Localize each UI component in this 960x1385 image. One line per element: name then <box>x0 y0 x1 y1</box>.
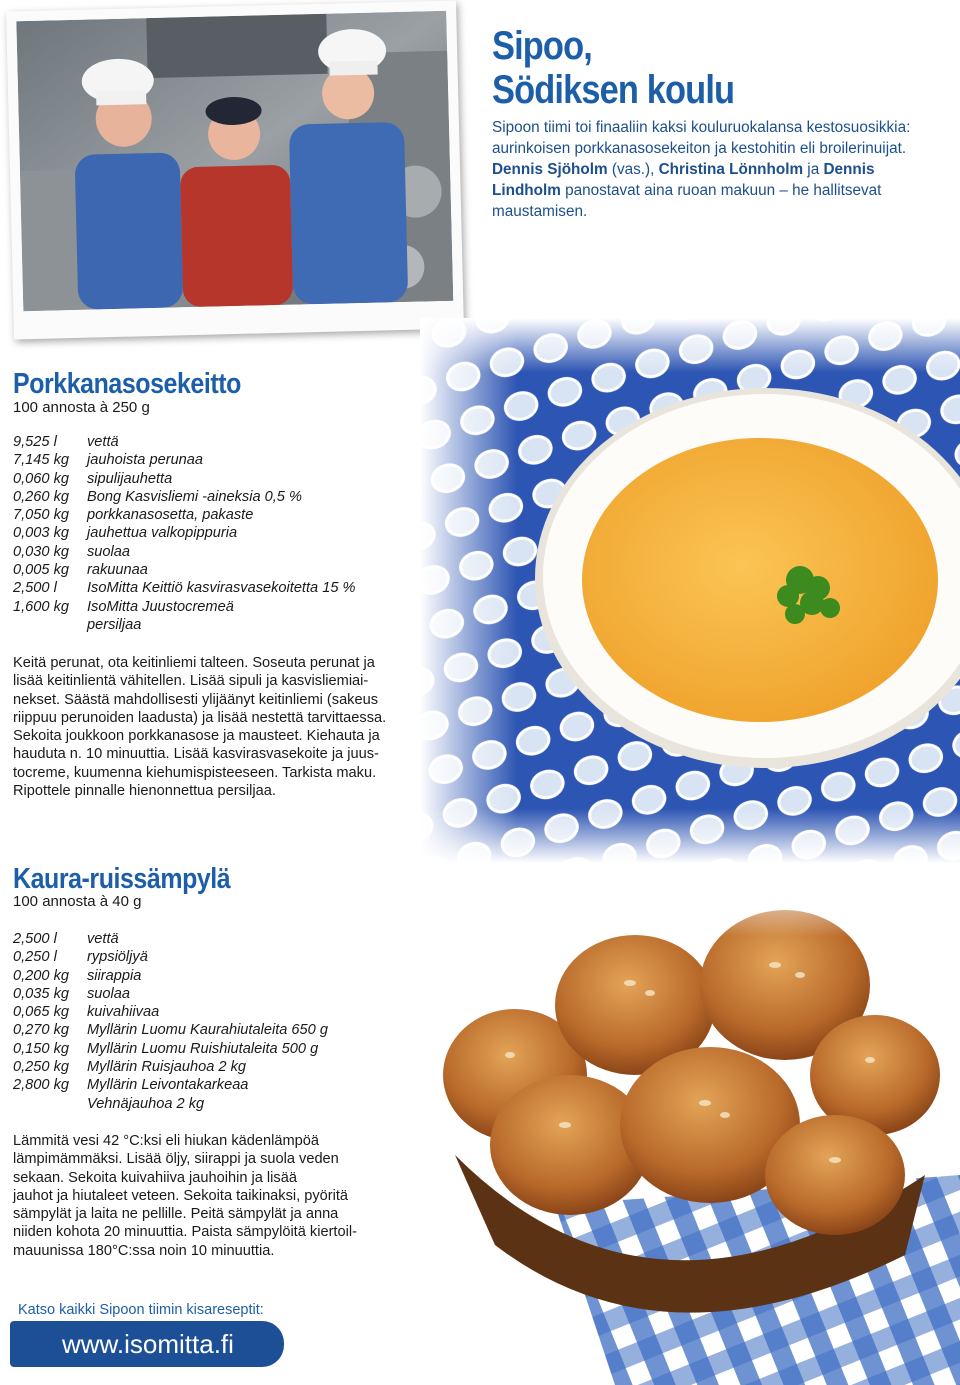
ingredient-amount: 0,005 kg <box>13 562 69 579</box>
ingredient-name: jauhettua valkopippuria <box>87 525 238 542</box>
ingredient-row <box>13 524 433 542</box>
ingredient-row <box>13 616 433 634</box>
ingredient-row <box>13 930 433 948</box>
ingredient-amount: 0,003 kg <box>13 525 69 542</box>
method-line: sekaan. Sekoita kuivahiiva jauhoihin ja lisää <box>13 1169 297 1186</box>
ingredient-amount: 0,030 kg <box>13 543 69 560</box>
ingredient-row <box>13 543 433 561</box>
ingredient-name: vettä <box>87 931 119 947</box>
intro-name: Dennis Lindholm <box>492 161 875 199</box>
ingredient-amount: 1,600 kg <box>13 598 69 615</box>
ingredient-row <box>13 1095 433 1113</box>
method-line: hauduta n. 10 minuuttia. Lisää kasvirasvasekoite ja juus- <box>13 746 379 763</box>
ingredient-row <box>13 579 433 597</box>
website-link[interactable]: www.isomitta.fi <box>10 1321 284 1367</box>
ingredient-amount <box>13 616 87 634</box>
ingredient-amount: 7,145 kg <box>13 452 69 469</box>
intro-name: Christina Lönnholm <box>658 161 804 178</box>
ingredient-name: IsoMitta Keittiö kasvirasvasekoitetta 15 % <box>87 580 356 597</box>
ingredient-amount: 2,500 l <box>13 931 57 947</box>
method-line: lämpimämmäksi. Lisää öljy, siirappi ja suola veden <box>13 1151 339 1168</box>
soup-method <box>13 654 398 800</box>
intro-text: (vas.), <box>607 161 659 178</box>
method-line: jauhot ja hiutaleet veteen. Sekoita taikinaksi, pyöritä <box>13 1187 349 1204</box>
ingredient-row <box>13 1003 433 1021</box>
ingredient-amount: 7,050 kg <box>13 507 69 524</box>
method-line: riippuu perunoiden laadusta) ja lisää nestettä tarvittaessa. <box>13 709 387 726</box>
bread-ingredient-list <box>13 930 433 1113</box>
ingredient-row <box>13 488 433 506</box>
ingredient-row <box>13 433 433 451</box>
ingredient-name: rypsiöljyä <box>87 949 148 966</box>
soup-recipe-title: Porkkanasosekeitto <box>13 368 241 400</box>
method-line: niiden kohota 20 minuuttia. Paista sämpylöitä kiertoil- <box>13 1224 357 1241</box>
ingredient-name: sipulijauhetta <box>87 470 173 487</box>
ingredient-row <box>13 985 433 1003</box>
ingredient-amount <box>13 1095 87 1113</box>
ingredient-name: IsoMitta Juustocremeä <box>87 598 234 615</box>
ingredient-name: Myllärin Leivontakarkeaa <box>87 1077 249 1094</box>
ingredient-row <box>13 470 433 488</box>
ingredient-row <box>13 1058 433 1076</box>
ingredient-row <box>13 1021 433 1039</box>
school-title-line1: Sipoo, <box>492 24 592 68</box>
method-line: tocreme, kuumenna kiehumispisteeseen. Tarkista maku. <box>13 764 377 781</box>
bread-photo <box>405 875 960 1385</box>
footer-label: Katso kaikki Sipoon tiimin kisareseptit: <box>18 1302 264 1318</box>
ingredient-amount: 2,800 kg <box>13 1077 69 1094</box>
ingredient-amount: 0,200 kg <box>13 967 69 984</box>
ingredient-row <box>13 451 433 469</box>
soup-ingredient-list <box>13 433 433 634</box>
method-line: mauunissa 180°C:ssa noin 10 minuuttia. <box>13 1242 275 1259</box>
ingredient-row <box>13 1040 433 1058</box>
team-photo <box>6 1 464 340</box>
bread-serving-size: 100 annosta à 40 g <box>13 893 142 910</box>
ingredient-name: vettä <box>87 434 119 450</box>
ingredient-row <box>13 1076 433 1094</box>
ingredient-row <box>13 967 433 985</box>
ingredient-row <box>13 948 433 966</box>
ingredient-amount: 2,500 l <box>13 580 57 597</box>
ingredient-amount: 0,250 kg <box>13 1059 69 1076</box>
intro-text: ja <box>803 161 824 178</box>
soup-serving-size: 100 annosta à 250 g <box>13 399 150 416</box>
method-line: sämpylät ja laita ne pellille. Peitä sämpylät ja anna <box>13 1206 339 1223</box>
ingredient-name: rakuunaa <box>87 562 148 579</box>
method-line: lisää keitinlientä vähitellen. Lisää sipuli ja kasvisliemiai- <box>13 673 369 690</box>
method-line: Sekoita joukkoon porkkanasose ja mausteet. Kiehauta ja <box>13 728 380 745</box>
ingredient-amount: 0,035 kg <box>13 985 69 1002</box>
bread-method <box>13 1132 408 1260</box>
ingredient-name: porkkanasosetta, pakaste <box>87 507 254 524</box>
school-title <box>492 24 870 112</box>
ingredient-name: Myllärin Luomu Ruishiutaleita 500 g <box>87 1040 319 1057</box>
ingredient-amount: 0,270 kg <box>13 1022 69 1039</box>
intro-paragraph <box>492 117 922 222</box>
method-line: Lämmitä vesi 42 °C:ksi eli hiukan kädenlämpöä <box>13 1133 319 1149</box>
method-line: Ripottele pinnalle hienonnettua persiljaa. <box>13 783 276 800</box>
ingredient-amount: 0,150 kg <box>13 1040 69 1057</box>
ingredient-name: siirappia <box>87 967 142 984</box>
intro-text: Sipoon tiimi toi finaaliin kaksi kouluruokalansa kestosuosikkia: aurinkoisen porkkanasosekeiton ja kestohitin eli broilerinuijat. <box>492 119 911 157</box>
ingredient-name: suolaa <box>87 543 131 560</box>
ingredient-name: kuivahiivaa <box>87 1004 160 1021</box>
ingredient-row <box>13 506 433 524</box>
team-photo-image <box>16 11 453 311</box>
ingredient-name: Vehnäjauhoa 2 kg <box>87 1095 205 1112</box>
ingredient-name: suolaa <box>87 985 131 1002</box>
method-line: nekset. Säästä mahdollisesti ylijäänyt keitinliemi (sakeus <box>13 691 379 708</box>
intro-name: Dennis Sjöholm <box>492 161 608 178</box>
ingredient-row <box>13 561 433 579</box>
ingredient-name: Bong Kasvisliemi -aineksia 0,5 % <box>87 488 302 505</box>
ingredient-amount: 0,060 kg <box>13 470 69 487</box>
school-title-line2: Södiksen koulu <box>492 68 735 112</box>
ingredient-amount: 0,260 kg <box>13 488 69 505</box>
ingredient-name: Myllärin Ruisjauhoa 2 kg <box>87 1059 246 1076</box>
ingredient-name: persiljaa <box>87 616 142 633</box>
intro-text: panostavat aina ruoan makuun – he hallitsevat maustamisen. <box>492 182 882 220</box>
ingredient-amount: 0,065 kg <box>13 1004 69 1021</box>
bread-recipe-title: Kaura-ruissämpylä <box>13 863 231 895</box>
ingredient-amount: 0,250 l <box>13 949 57 966</box>
method-line: Keitä perunat, ota keitinliemi talteen. Soseuta perunat ja <box>13 655 375 671</box>
ingredient-amount: 9,525 l <box>13 434 57 450</box>
ingredient-row <box>13 598 433 616</box>
ingredient-name: Myllärin Luomu Kaurahiutaleita 650 g <box>87 1022 328 1039</box>
soup-photo <box>420 318 960 863</box>
ingredient-name: jauhoista perunaa <box>87 452 204 469</box>
